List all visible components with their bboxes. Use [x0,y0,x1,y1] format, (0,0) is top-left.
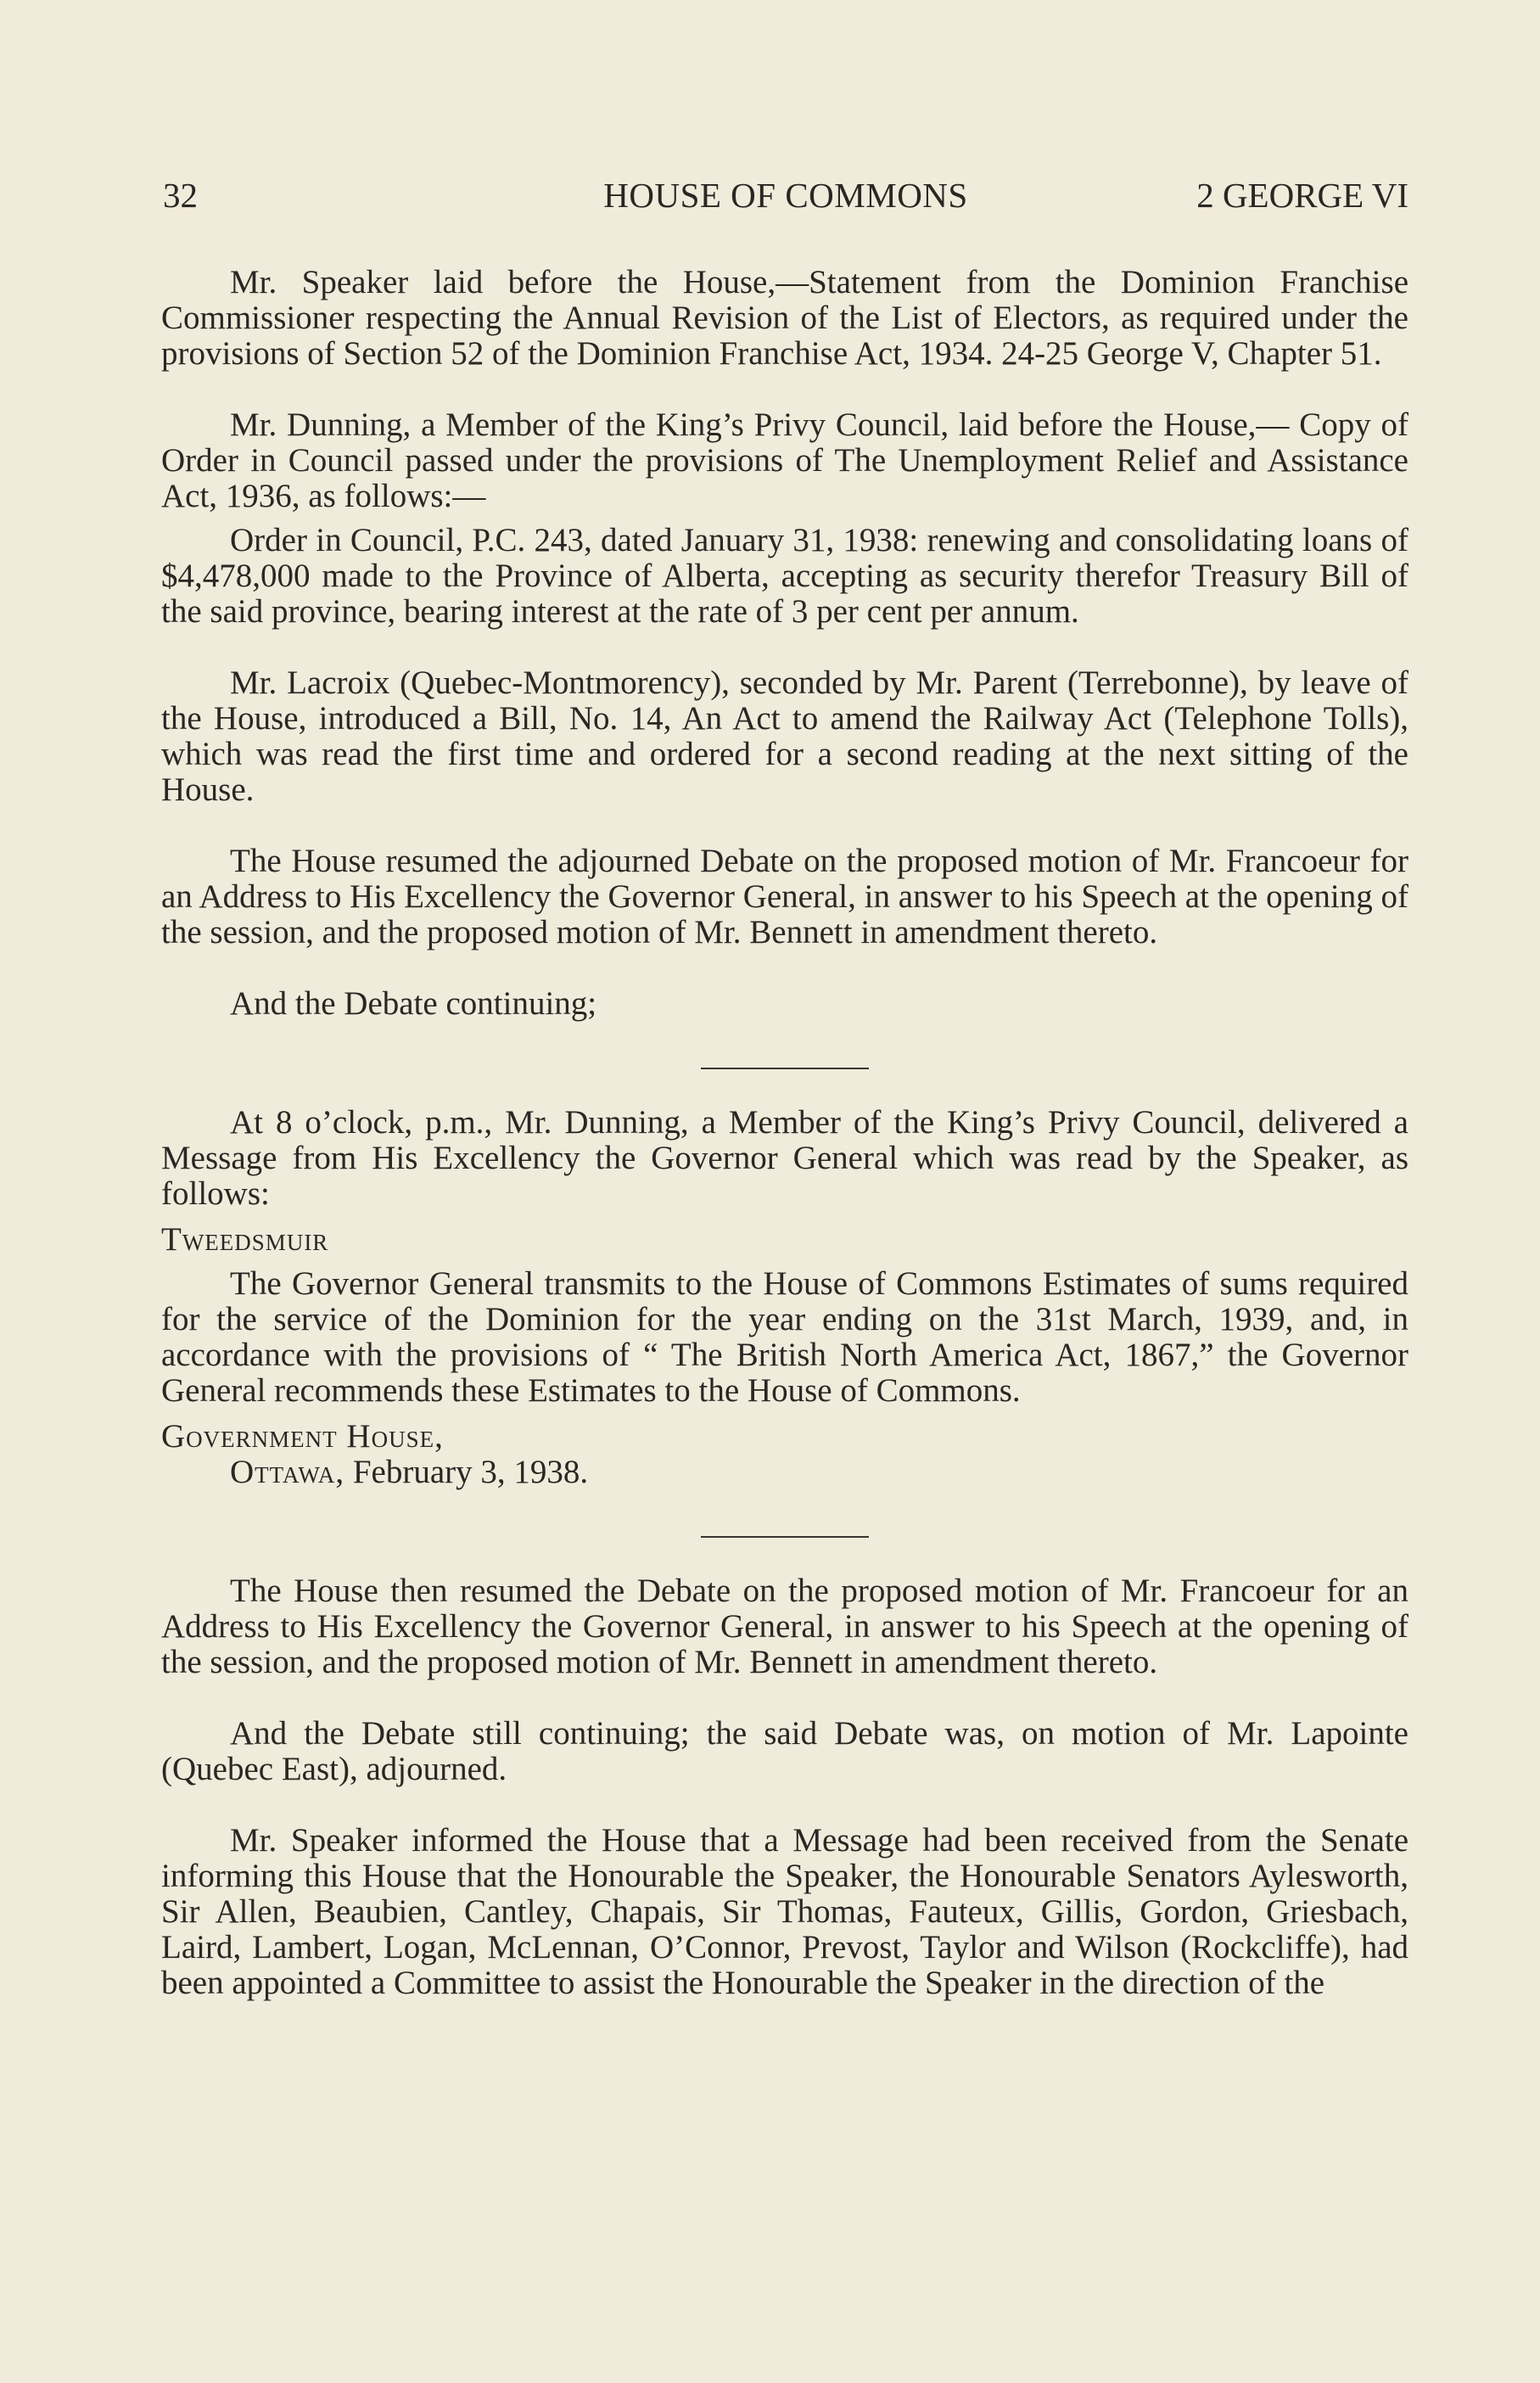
signature-date: February 3, 1938. [344,1454,589,1490]
paragraph-debate-resumed: The House resumed the adjourned Debate on the proposed motion of Mr. Francoeur for an Address to His Excellency the Governor General, in answer to his Speech at the opening of the session, and the proposed motion of Mr. Bennett in amendment thereto. [161,843,1408,950]
journal-title: HOUSE OF COMMONS [603,176,968,215]
journal-body [161,265,1408,2001]
regnal-year: 2 GEORGE VI [1196,176,1408,215]
section-divider [701,1536,869,1538]
paragraph-order-in-council-detail: Order in Council, P.C. 243, dated January 31, 1938: renewing and consolidating loans of $4,478,000 made to the Province of Alberta, accepting as security therefor Treasury Bill of the said province, bearing interest at the rate of 3 per cent per annum. [161,522,1408,630]
signature-tweedsmuir: Tweedsmuir [161,1221,329,1258]
paragraph-order-in-council-tabled: Mr. Dunning, a Member of the King’s Privy Council, laid before the House,— Copy of Order in Council passed under the provisions of The Unemployment Relief and Assistance Act, 1936, as follows:— [161,407,1408,514]
paragraph-message-delivered: At 8 o’clock, p.m., Mr. Dunning, a Member of the King’s Privy Council, delivered a Message from His Excellency the Governor General which was read by the Speaker, as follows: [161,1104,1408,1212]
paragraph-debate-resumed-again: The House then resumed the Debate on the proposed motion of Mr. Francoeur for an Address to His Excellency the Governor General, in answer to his Speech at the opening of the session, and the proposed motion of Mr. Bennett in amendment thereto. [161,1573,1408,1680]
paragraph-senate-message: Mr. Speaker informed the House that a Message had been received from the Senate informing this House that the Honourable the Speaker, the Honourable Senators Aylesworth, Sir Allen, Beaubien, Cantley, Chapais, Sir Thomas, Fauteux, Gillis, Gordon, Griesbach, Laird, Lambert, Logan, McLennan, O’Connor, Prevost, Taylor and Wilson (Rockcliffe), had been appointed a Committee to assist the Honourable the Speaker in the direction of the [161,1822,1408,2001]
signature-place: Ottawa, [230,1454,345,1490]
signature-place-date [161,1455,1408,1490]
paragraph-bill-introduced: Mr. Lacroix (Quebec-Montmorency), seconded by Mr. Parent (Terrebonne), by leave of the House, introduced a Bill, No. 14, An Act to amend the Railway Act (Telephone Tolls), which was read the first time and ordered for a second reading at the next sitting of the House. [161,664,1408,808]
section-divider [701,1068,869,1069]
paragraph-debate-adjourned: And the Debate still continuing; the said Debate was, on motion of Mr. Lapointe (Quebec East), adjourned. [161,1715,1408,1787]
page-number: 32 [163,176,198,215]
signature-government-house: Government House, [161,1418,444,1455]
paragraph-debate-continuing: And the Debate continuing; [230,985,597,1022]
paragraph-estimates-message: The Governor General transmits to the House of Commons Estimates of sums required for the service of the Dominion for the year ending on the 31st March, 1939, and, in accordance with the provisions of “ The British North America Act, 1867,” the Governor General recommends these Estimates to the House of Commons. [161,1265,1408,1409]
page-header [163,170,1408,221]
paragraph-franchise-statement: Mr. Speaker laid before the House,—Statement from the Dominion Franchise Commissioner respecting the Annual Revision of the List of Electors, as required under the provisions of Section 52 of the Dominion Franchise Act, 1934. 24-25 George V, Chapter 51. [161,264,1408,372]
